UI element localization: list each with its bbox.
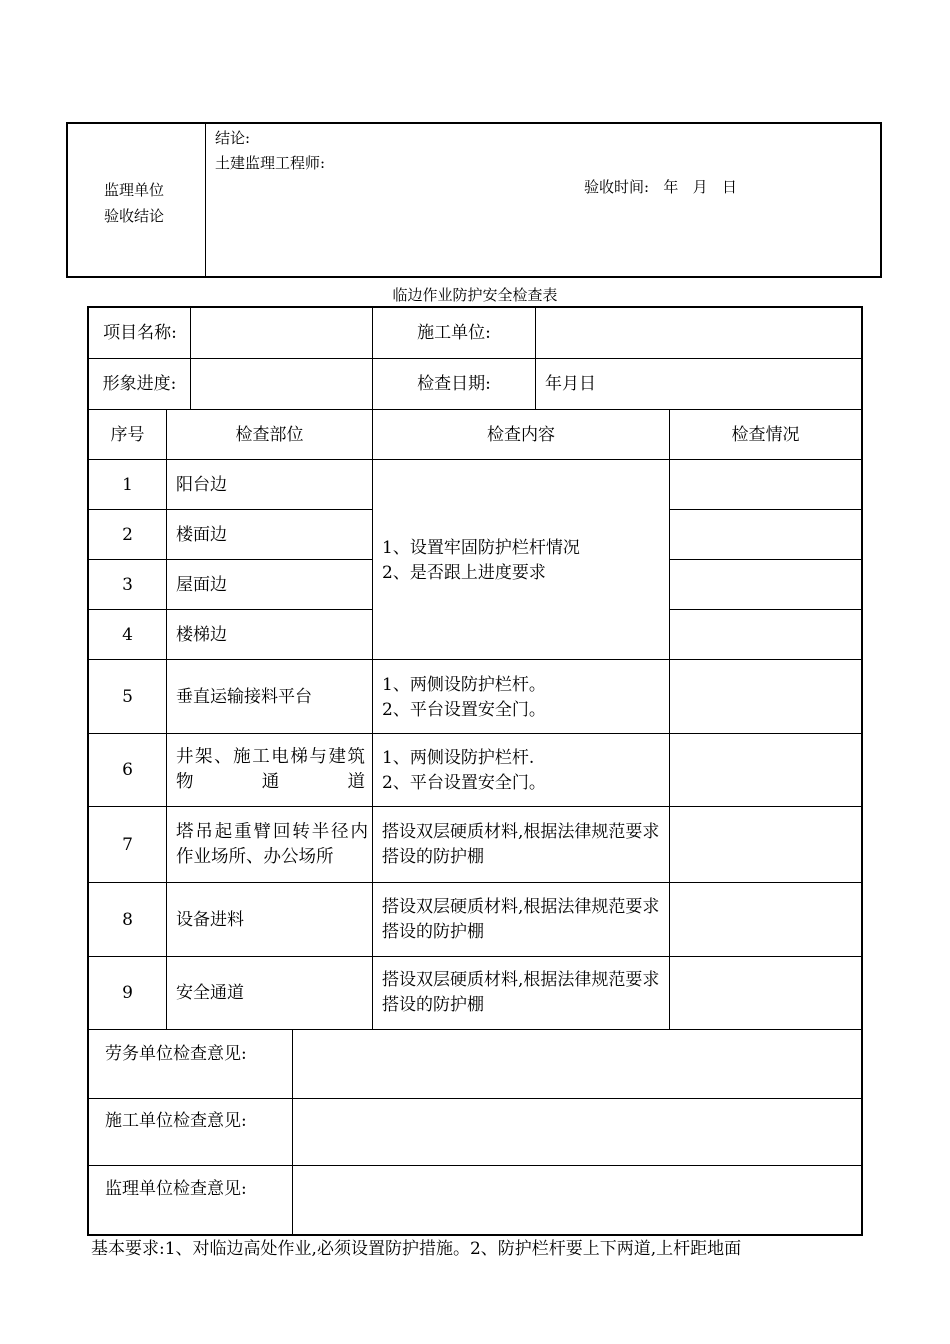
labor-opinion-label: 劳务单位检查意见:	[105, 1044, 247, 1064]
row-5-content-line-1: 1、两侧设防护栏杆。	[382, 675, 546, 695]
check-date-label: 检查日期:	[417, 374, 491, 394]
row-7-part: 塔吊起重臂回转半径内作业场所、办公场所	[176, 821, 368, 867]
row-7-no: 7	[122, 834, 133, 855]
row-9-content: 搭设双层硬质材料,根据法律规范要求搭设的防护棚	[382, 970, 660, 1015]
supervision-conclusion-box	[66, 122, 882, 278]
form-title: 临边作业防护安全检查表	[392, 286, 558, 304]
row-8-no: 8	[122, 909, 133, 930]
construction-opinion-label: 施工单位检查意见:	[105, 1111, 247, 1131]
row-1-no: 1	[122, 474, 133, 495]
row-5-status[interactable]	[670, 660, 861, 733]
row-7-status[interactable]	[670, 807, 861, 882]
supervision-opinion-label: 监理单位检查意见:	[105, 1179, 247, 1199]
column-header-no: 序号	[110, 424, 145, 445]
row-6-no: 6	[122, 760, 133, 780]
merged-content-line-2: 2、是否跟上进度要求	[382, 563, 546, 583]
labor-opinion-field[interactable]	[293, 1030, 861, 1098]
project-name-label: 项目名称:	[103, 323, 177, 343]
row-6-part: 井架、施工电梯与建筑物通道	[176, 747, 365, 792]
conclusion-label: 结论:	[215, 129, 251, 147]
row-8-content: 搭设双层硬质材料,根据法律规范要求搭设的防护棚	[382, 896, 660, 942]
row-4-status[interactable]	[670, 610, 861, 659]
row-3-status[interactable]	[670, 560, 861, 609]
row-4-no: 4	[122, 624, 133, 645]
row-9-no: 9	[122, 983, 133, 1003]
supervision-opinion-field[interactable]	[293, 1166, 861, 1234]
merged-content-line-1: 1、设置牢固防护栏杆情况	[382, 538, 580, 558]
row-6-status[interactable]	[670, 734, 861, 806]
row-5-content-line-2: 2、平台设置安全门。	[382, 700, 546, 720]
row-3-part: 屋面边	[176, 574, 227, 595]
row-9-part: 安全通道	[176, 983, 244, 1003]
row-9-status[interactable]	[670, 957, 861, 1029]
row-5-part: 垂直运输接料平台	[176, 686, 312, 707]
row-8-status[interactable]	[670, 883, 861, 956]
row-2-no: 2	[122, 524, 133, 545]
project-name-field[interactable]	[191, 308, 371, 358]
engineer-label: 土建监理工程师:	[215, 154, 326, 172]
row-1-status[interactable]	[670, 460, 861, 509]
row-6-content-line-2: 2、平台设置安全门。	[382, 773, 546, 793]
row-8-part: 设备进料	[176, 909, 244, 930]
construction-unit-field[interactable]	[536, 308, 861, 358]
row-6-content-line-1: 1、两侧设防护栏杆.	[382, 748, 535, 768]
progress-field[interactable]	[191, 359, 371, 409]
progress-label: 形象进度:	[102, 374, 177, 394]
row-4-part: 楼梯边	[176, 624, 227, 645]
row-5-no: 5	[122, 686, 133, 707]
divider	[205, 124, 206, 276]
column-header-status: 检查情况	[731, 424, 800, 445]
inspection-table	[87, 306, 863, 1236]
row-1-part: 阳台边	[176, 474, 227, 495]
row-7-content: 搭设双层硬质材料,根据法律规范要求搭设的防护棚	[382, 821, 660, 867]
column-header-content: 检查内容	[487, 424, 555, 445]
basic-requirements-note: 基本要求:1、对临边高处作业,必须设置防护措施。2、防护栏杆要上下两道,上杆距地面	[91, 1239, 742, 1259]
construction-opinion-field[interactable]	[293, 1099, 861, 1165]
row-2-part: 楼面边	[176, 524, 227, 545]
column-header-part: 检查部位	[235, 424, 304, 445]
row-2-status[interactable]	[670, 510, 861, 559]
row-3-no: 3	[122, 574, 133, 595]
acceptance-conclusion-label: 验收结论	[104, 207, 165, 225]
construction-unit-label: 施工单位:	[417, 323, 491, 343]
supervision-unit-label: 监理单位	[104, 181, 165, 199]
check-date-field[interactable]: 年月日	[545, 374, 596, 394]
acceptance-time: 验收时间: 年 月 日	[584, 178, 737, 196]
